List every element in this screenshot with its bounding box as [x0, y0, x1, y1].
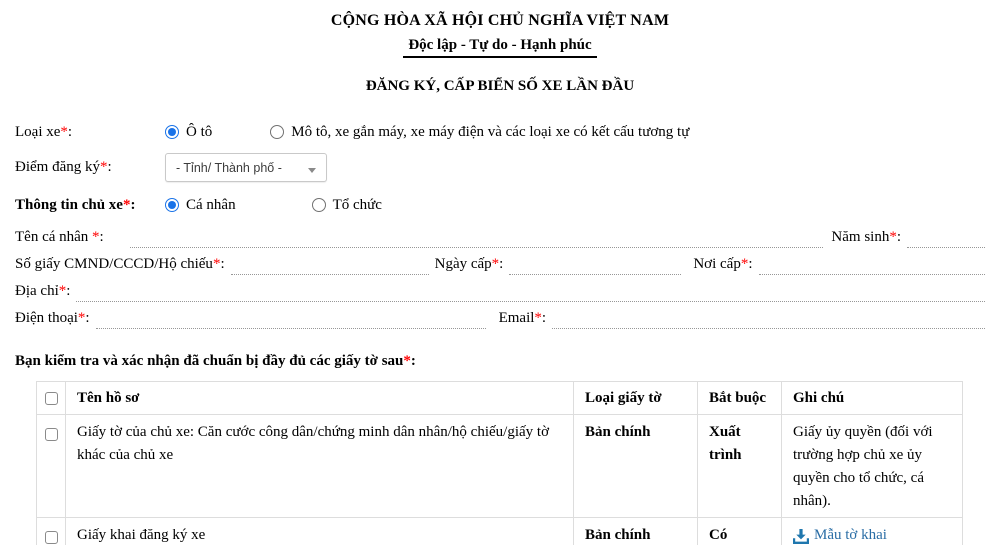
select-all-checkbox[interactable] [45, 392, 58, 405]
issue-date-label: Ngày cấp*: [434, 256, 504, 272]
address-label: Địa chỉ*: [15, 283, 71, 299]
doc-name: Giấy khai đăng ký xe [66, 518, 574, 545]
doc-note [782, 518, 963, 545]
owner-name-row [15, 227, 985, 248]
row-checkbox-cell [37, 415, 66, 518]
province-select[interactable] [165, 153, 327, 182]
form-template-link[interactable] [793, 524, 887, 545]
radio-label-oto: Ô tô [186, 123, 213, 140]
radio-icon-ca-nhan[interactable] [165, 198, 179, 212]
select-all-cell [37, 382, 66, 415]
col-header-doc-type: Loại giấy tờ [574, 382, 698, 415]
radio-option-ca-nhan[interactable] [165, 197, 236, 214]
row-checkbox[interactable] [45, 531, 58, 544]
national-header [15, 0, 985, 95]
table-row [37, 518, 963, 545]
email-label: Email*: [498, 310, 547, 326]
chevron-down-icon [308, 168, 316, 173]
radio-option-oto[interactable] [165, 124, 212, 141]
national-motto: Độc lập - Tự do - Hạnh phúc [15, 37, 985, 58]
page-title: ĐĂNG KÝ, CẤP BIỂN SỐ XE LẦN ĐẦU [365, 78, 635, 94]
vehicle-type-row [15, 121, 985, 143]
issue-place-label: Nơi cấp*: [693, 256, 753, 272]
national-title: CỘNG HÒA XÃ HỘI CHỦ NGHĨA VIỆT NAM [330, 12, 670, 29]
doc-type: Bản chính [574, 518, 698, 545]
doc-required: Xuất trình [698, 415, 782, 518]
row-checkbox[interactable] [45, 428, 58, 441]
registration-point-row [15, 153, 985, 182]
col-header-note: Ghi chú [782, 382, 963, 415]
radio-label-ca-nhan: Cá nhân [186, 196, 236, 213]
radio-icon-oto[interactable] [165, 125, 179, 139]
registration-form [15, 121, 985, 329]
col-header-required: Bắt buộc [698, 382, 782, 415]
province-select-value: - Tỉnh/ Thành phố - [176, 160, 282, 175]
id-number-label: Số giấy CMND/CCCD/Hộ chiếu*: [15, 256, 225, 272]
doc-required: Có [698, 518, 782, 545]
doc-note: Giấy ủy quyền (đối với trường hợp chủ xe ủy quyền cho tổ chức, cá nhân). [782, 415, 963, 518]
registration-point-label: Điểm đăng ký*: [15, 159, 112, 175]
table-row [37, 415, 963, 518]
download-icon[interactable] [793, 529, 809, 544]
phone-label: Điện thoại*: [15, 310, 90, 326]
doc-name: Giấy tờ của chủ xe: Căn cước công dân/chứng minh dân nhân/hộ chiếu/giấy tờ khác của chủ xe [66, 415, 574, 518]
checklist-heading: Bạn kiểm tra và xác nhận đã chuẩn bị đầy đủ các giấy tờ sau*: [15, 353, 416, 369]
owner-name-label: Tên cá nhân *: [15, 229, 104, 245]
col-header-name: Tên hồ sơ [66, 382, 574, 415]
form-template-link-label: Mẫu tờ khai [814, 527, 887, 543]
radio-icon-moto[interactable] [270, 125, 284, 139]
owner-type-row [15, 194, 985, 216]
row-checkbox-cell [37, 518, 66, 545]
phone-input[interactable] [96, 308, 486, 329]
address-input[interactable] [76, 281, 985, 302]
owner-name-input[interactable] [130, 227, 824, 248]
radio-icon-to-chuc[interactable] [312, 198, 326, 212]
doc-type: Bản chính [574, 415, 698, 518]
birth-year-input[interactable] [907, 227, 985, 248]
radio-label-to-chuc: Tổ chức [332, 196, 382, 213]
owner-type-label: Thông tin chủ xe*: [15, 196, 136, 213]
vehicle-type-label: Loại xe*: [15, 123, 73, 140]
address-row [15, 281, 985, 302]
radio-option-to-chuc[interactable] [312, 197, 382, 214]
id-number-input[interactable] [231, 254, 429, 275]
id-row [15, 254, 985, 275]
documents-table [36, 381, 963, 545]
email-input[interactable] [552, 308, 985, 329]
issue-place-input[interactable] [759, 254, 985, 275]
birth-year-label: Năm sinh*: [831, 229, 901, 245]
issue-date-input[interactable] [509, 254, 681, 275]
table-header-row [37, 382, 963, 415]
contact-row [15, 308, 985, 329]
radio-label-moto: Mô tô, xe gắn máy, xe máy điện và các loại xe có kết cấu tương tự [291, 123, 690, 140]
radio-option-moto[interactable] [270, 124, 689, 141]
